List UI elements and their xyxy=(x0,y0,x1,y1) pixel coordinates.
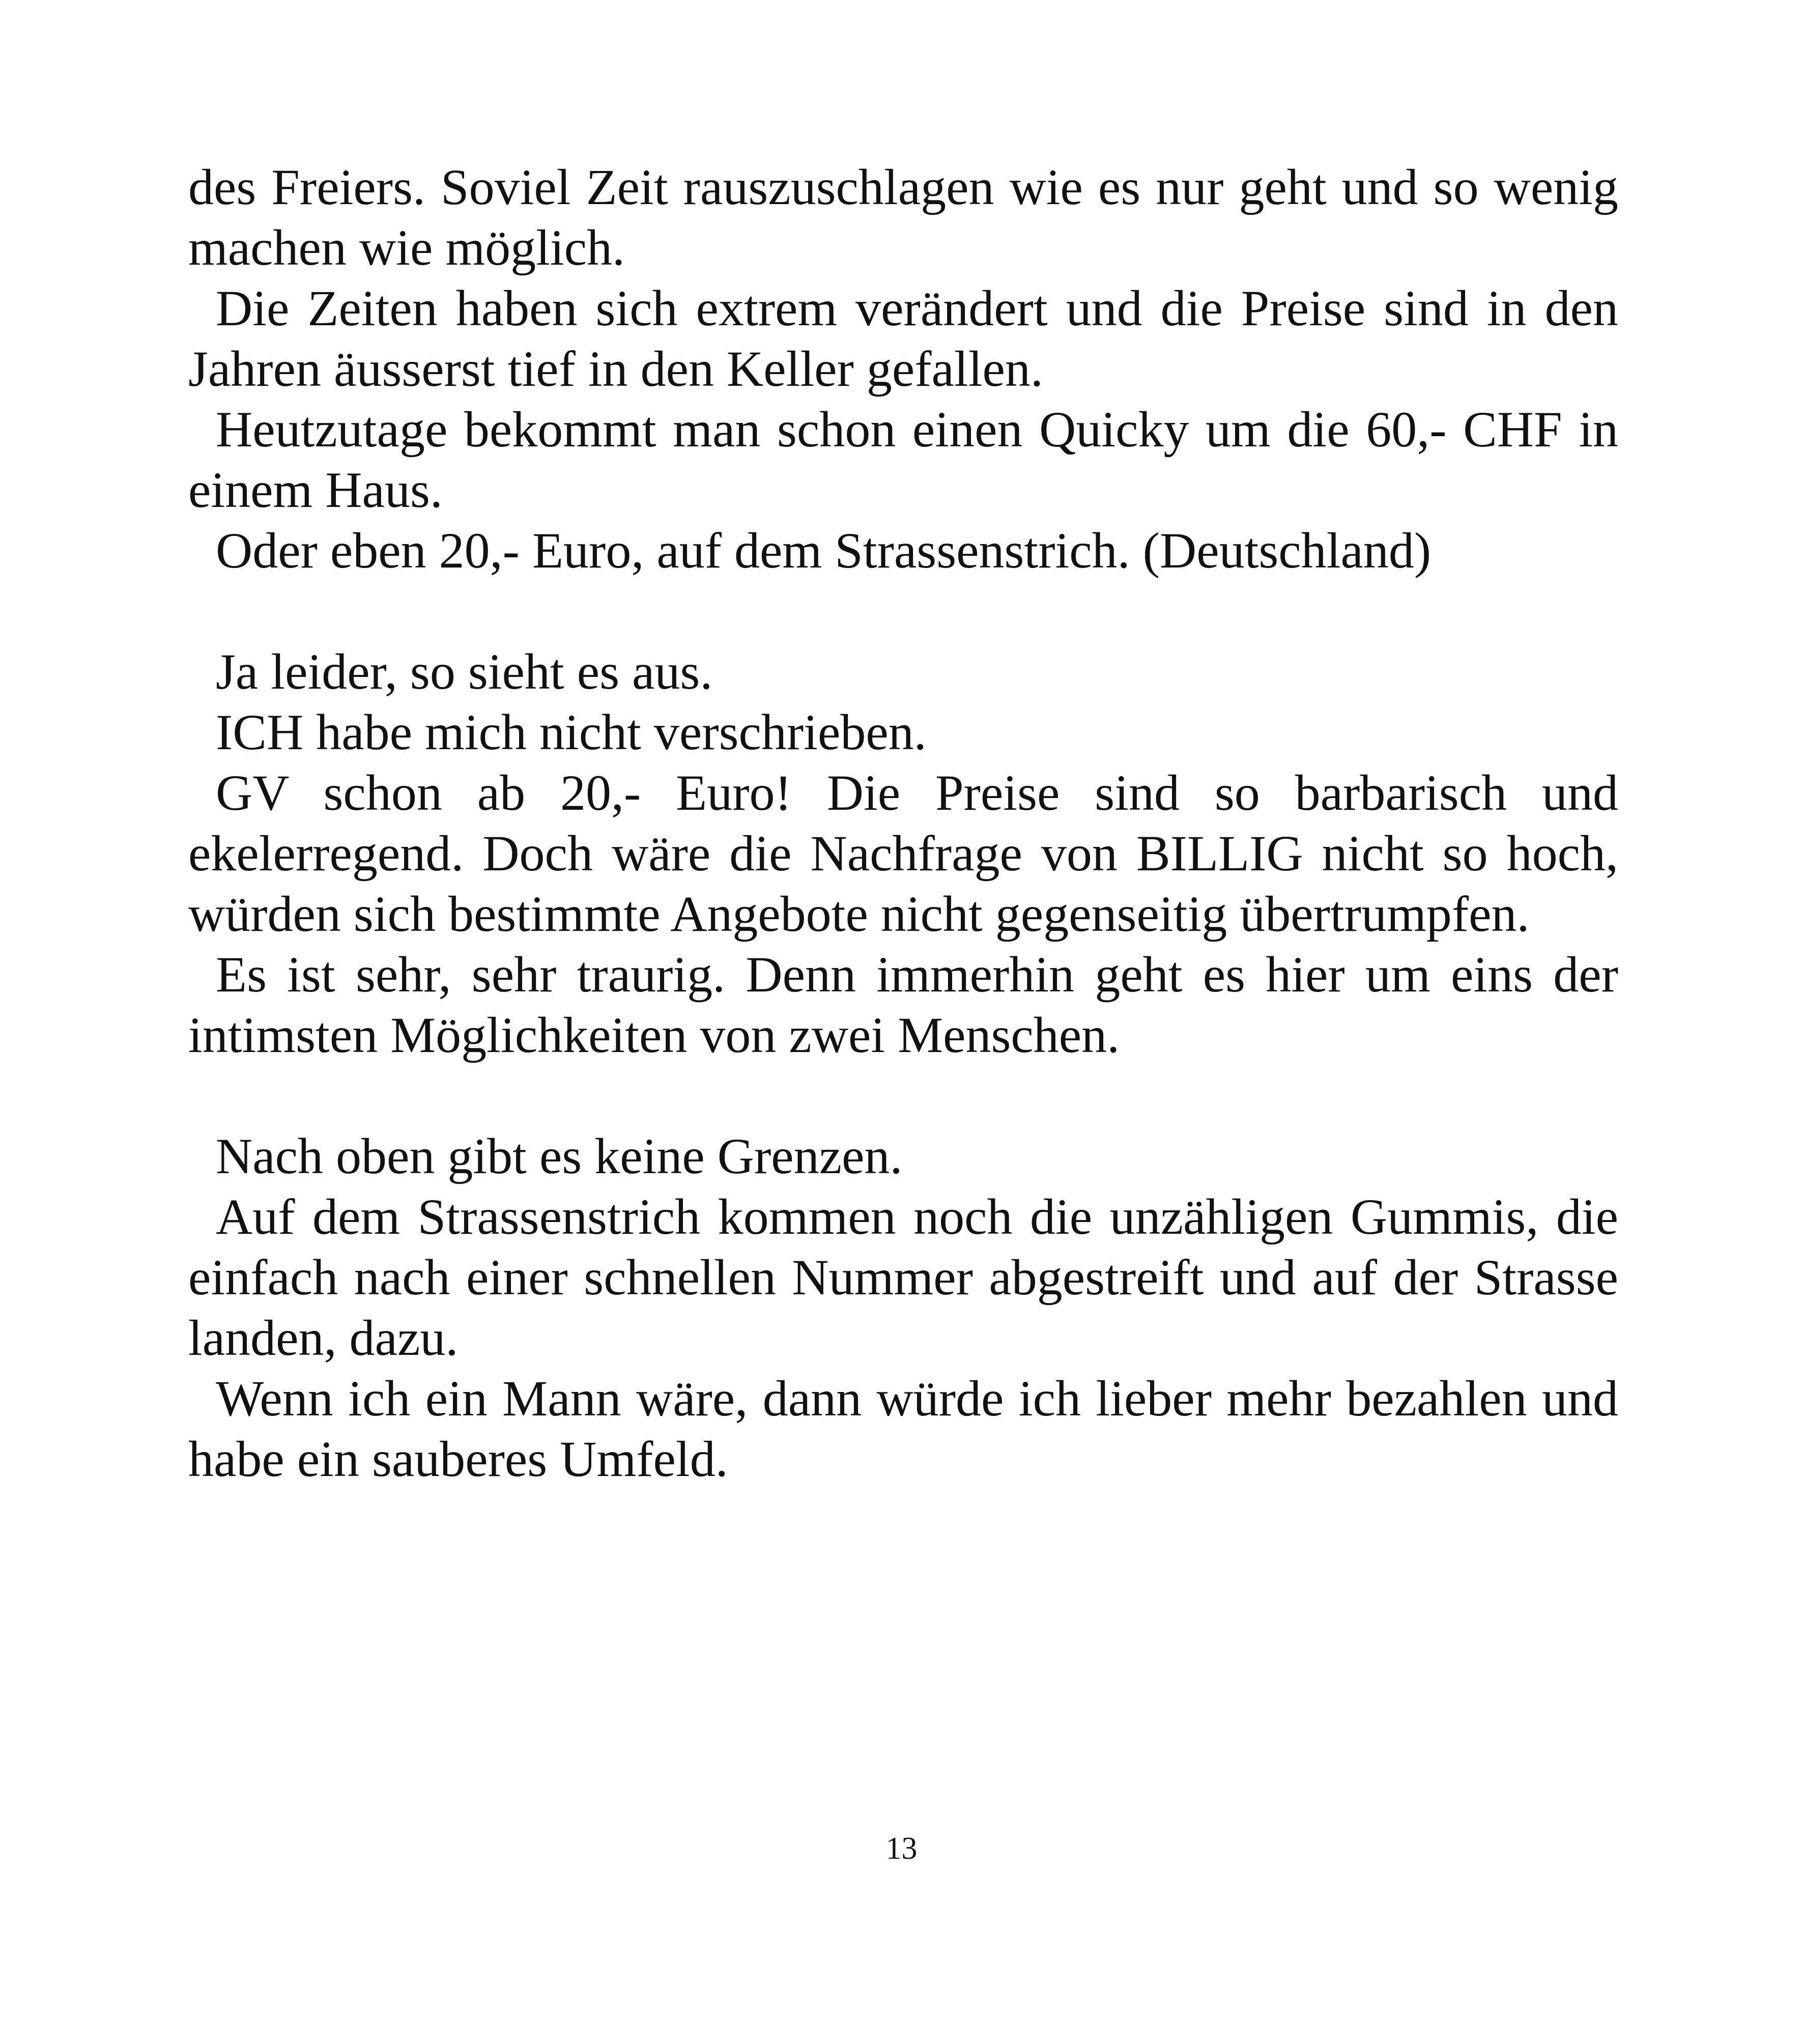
paragraph-3: Heutzutage bekommt man schon einen Quicky um die 60,- CHF in einem Haus. xyxy=(188,401,1618,518)
paragraph-2: Die Zeiten haben sich extrem verändert und die Preise sind in den Jahren äusserst tief in den Keller gefallen. xyxy=(188,280,1618,397)
paragraph-1: des Freiers. Soviel Zeit rauszuschlagen wie es nur geht und so wenig machen wie möglich. xyxy=(188,159,1618,276)
page-number: 13 xyxy=(885,1831,918,1866)
paragraph-4: Oder eben 20,- Euro, auf dem Strassenstrich. (Deutschland) xyxy=(216,522,1432,579)
paragraph-11: Wenn ich ein Mann wäre, dann würde ich lieber mehr bezahlen und habe ein sauberes Umfeld. xyxy=(188,1370,1618,1487)
paragraph-10: Auf dem Strassenstrich kommen noch die unzähligen Gummis, die einfach nach einer schnellen Nummer abgestreift und auf der Strasse landen, dazu. xyxy=(188,1188,1618,1366)
paragraph-6: ICH habe mich nicht verschrieben. xyxy=(216,704,927,760)
paragraph-gap xyxy=(188,581,1618,641)
body-text xyxy=(188,157,1618,1489)
paragraph-9: Nach oben gibt es keine Grenzen. xyxy=(216,1128,903,1184)
paragraph-7: GV schon ab 20,- Euro! Die Preise sind so barbarisch und ekelerregend. Doch wäre die Nachfrage von BILLIG nicht so hoch, würden sich bestimmte Angebote nicht gegenseitig übertrumpfen. xyxy=(188,764,1618,942)
paragraph-8: Es ist sehr, sehr traurig. Denn immerhin geht es hier um eins der intimsten Möglichkeiten von zwei Menschen. xyxy=(188,946,1618,1063)
paragraph-gap xyxy=(188,1065,1618,1126)
paragraph-5: Ja leider, so sieht es aus. xyxy=(216,643,713,700)
